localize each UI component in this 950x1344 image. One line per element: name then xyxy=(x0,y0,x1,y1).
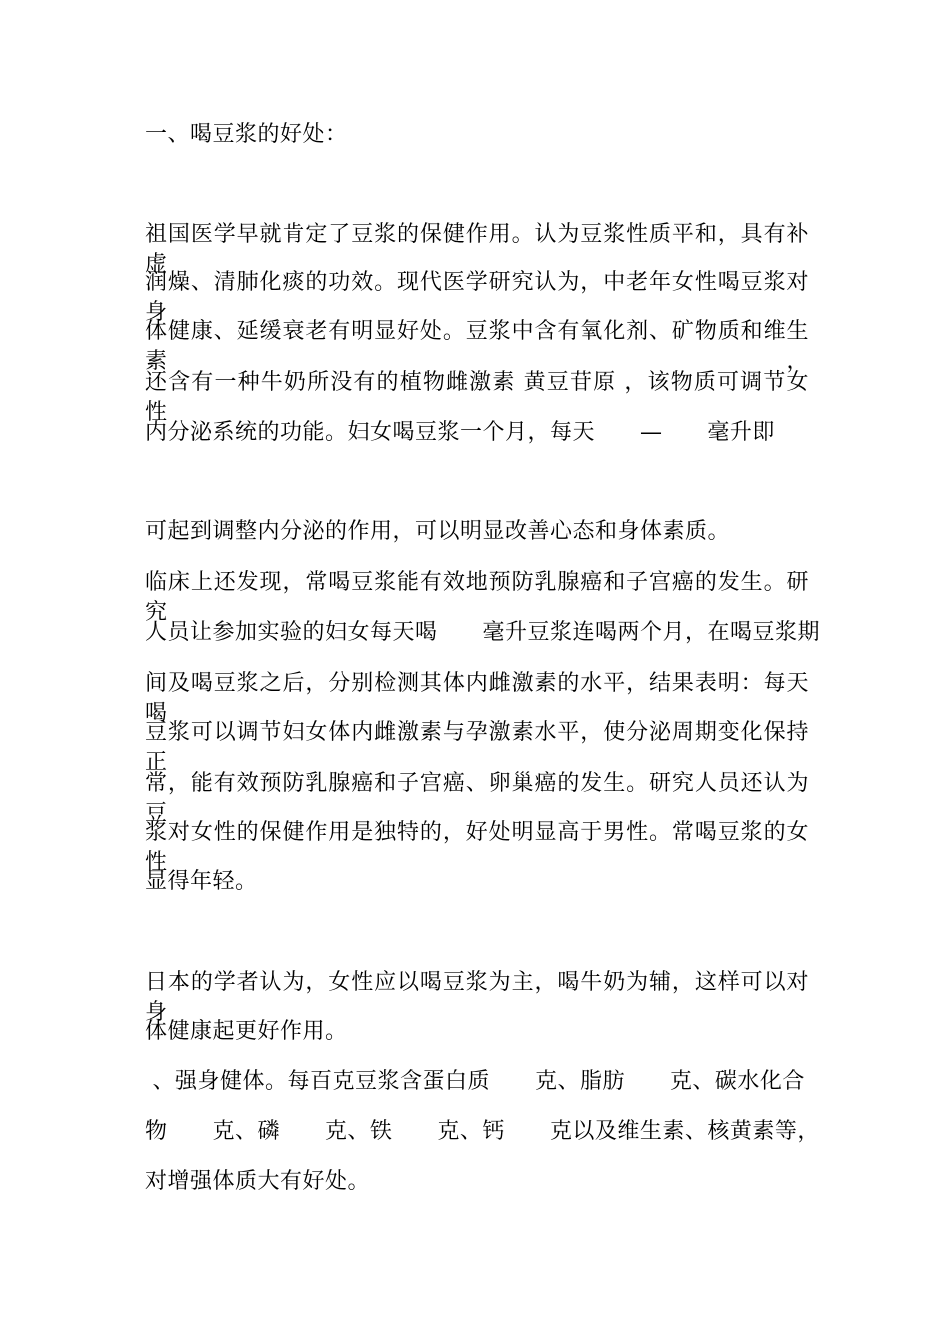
paragraph-line: 可起到调整内分泌的作用，可以明显改善心态和身体素质。 xyxy=(145,519,731,544)
paragraph-line: 内分泌系统的功能。妇女喝豆浆一个月，每天 — 毫升即 xyxy=(145,420,775,445)
section-heading: 一、喝豆浆的好处： xyxy=(145,122,348,147)
paragraph-line: 祖国医学早就肯定了豆浆的保健作用。认为豆浆性质平和，具有补虚 xyxy=(145,222,809,277)
paragraph-line: 日本的学者认为，女性应以喝豆浆为主，喝牛奶为辅，这样可以对身 xyxy=(145,970,809,1025)
paragraph-line: 对增强体质大有好处。 xyxy=(145,1169,371,1194)
paragraph-line: 间及喝豆浆之后，分别检测其体内雌激素的水平，结果表明：每天喝 xyxy=(145,671,809,726)
paragraph-line: 物 克、磷 克、铁 克、钙 克以及维生素、核黄素等， xyxy=(145,1119,820,1144)
paragraph-line: 临床上还发现，常喝豆浆能有效地预防乳腺癌和子宫癌的发生。研究 xyxy=(145,570,809,625)
paragraph-line: 豆浆可以调节妇女体内雌激素与孕激素水平，使分泌周期变化保持正 xyxy=(145,720,809,775)
paragraph-line: 体健康、延缓衰老有明显好处。豆浆中含有氧化剂、矿物质和维生素， xyxy=(145,319,809,374)
paragraph-line: 浆对女性的保健作用是独特的，好处明显高于男性。常喝豆浆的女性 xyxy=(145,820,809,875)
paragraph-line: 显得年轻。 xyxy=(145,869,258,894)
paragraph-line: 还含有一种牛奶所没有的植物雌激素 黄豆苷原 ，该物质可调节女性 xyxy=(145,370,809,425)
paragraph-line: 人员让参加实验的妇女每天喝 毫升豆浆连喝两个月，在喝豆浆期 xyxy=(145,620,820,645)
paragraph-line: 体健康起更好作用。 xyxy=(145,1019,348,1044)
paragraph-line: 润燥、清肺化痰的功效。现代医学研究认为，中老年女性喝豆浆对身 xyxy=(145,270,809,325)
paragraph-line: 常，能有效预防乳腺癌和子宫癌、卵巢癌的发生。研究人员还认为豆 xyxy=(145,771,809,826)
paragraph-line: 、强身健体。每百克豆浆含蛋白质 克、脂肪 克、碳水化合 xyxy=(145,1069,805,1094)
